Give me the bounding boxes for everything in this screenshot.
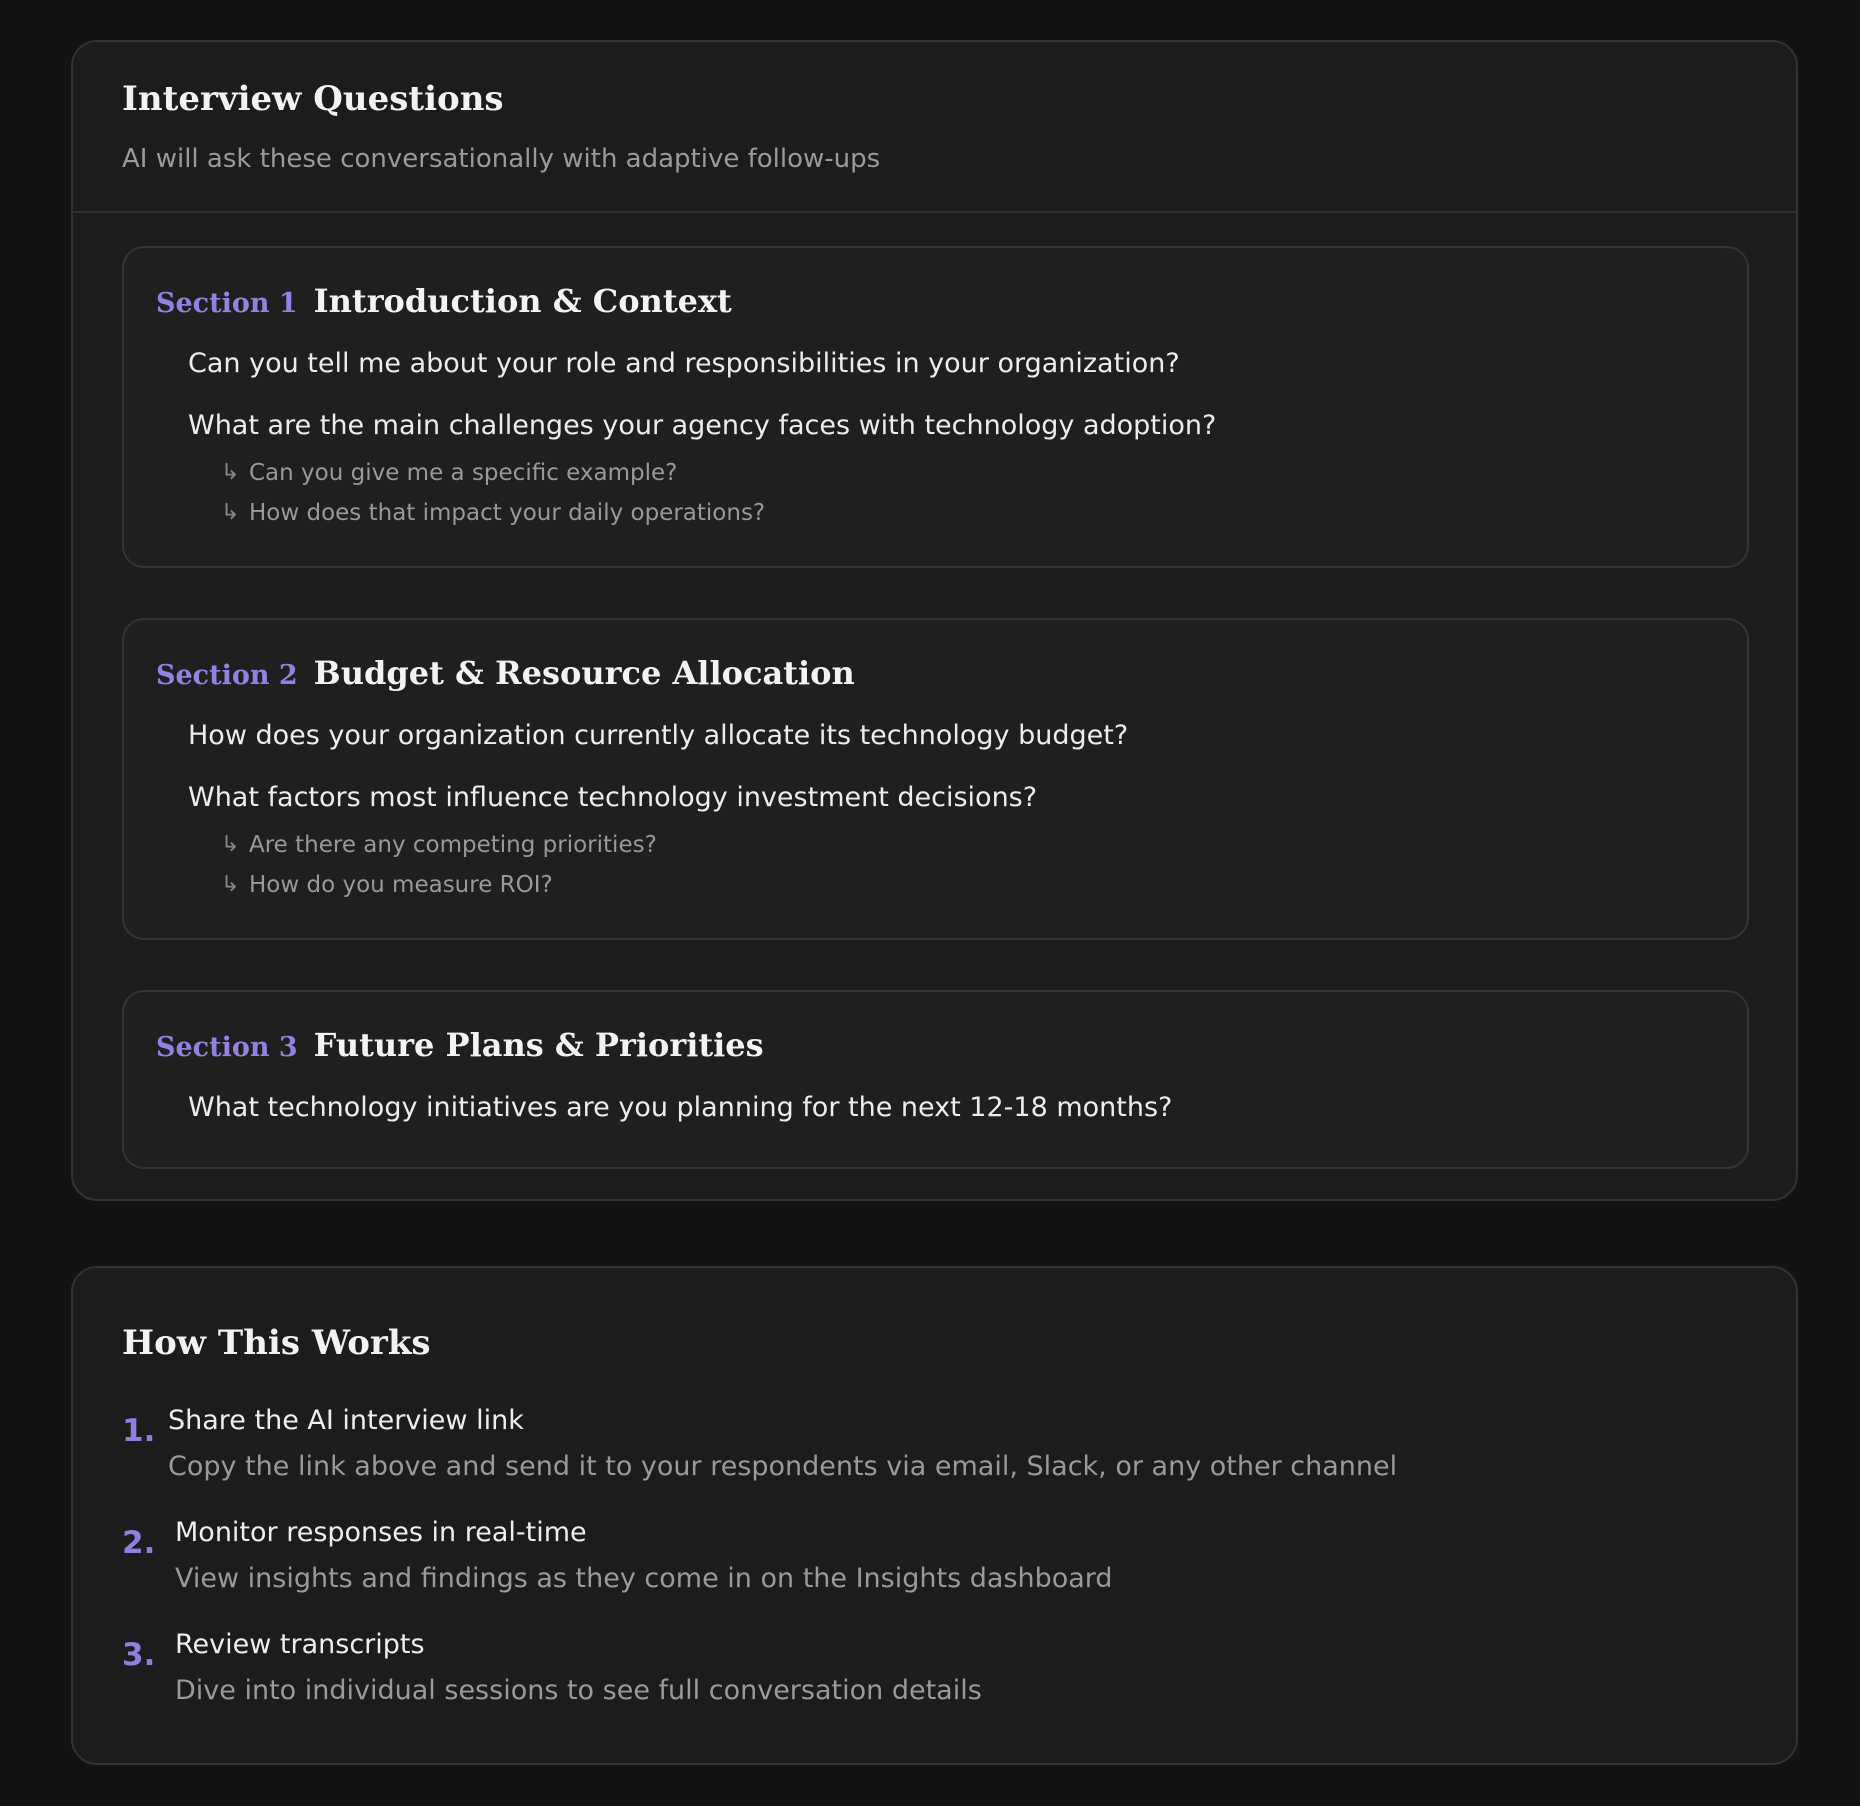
followup-list	[221, 453, 1747, 533]
followup-item	[221, 825, 1747, 865]
section-number-label: Section 1	[156, 288, 298, 319]
question-text: Can you tell me about your role and responsibilities in your organization?	[188, 348, 1180, 379]
step-item	[122, 1405, 1397, 1484]
step-title: Share the AI interview link	[168, 1405, 524, 1436]
how-this-works-card	[71, 1266, 1798, 1765]
step-body	[168, 1405, 1397, 1484]
step-item	[122, 1517, 1113, 1596]
return-arrow-icon: ↳	[221, 831, 240, 857]
step-body	[175, 1517, 1113, 1596]
step-number: 2.	[122, 1525, 156, 1561]
return-arrow-icon: ↳	[221, 459, 240, 485]
section-heading	[156, 1026, 1747, 1066]
section-number-label: Section 2	[156, 660, 298, 691]
interview-questions-card	[71, 40, 1798, 1201]
section-card	[122, 990, 1749, 1169]
followup-item	[221, 493, 1747, 533]
section-number-label: Section 3	[156, 1032, 298, 1063]
followup-text: How do you measure ROI?	[249, 871, 553, 898]
step-number: 3.	[122, 1637, 156, 1673]
step-item	[122, 1629, 982, 1708]
step-title: Monitor responses in real-time	[175, 1517, 587, 1548]
followup-item	[221, 453, 1747, 493]
step-description: View insights and findings as they come in on the Insights dashboard	[175, 1563, 1113, 1595]
section-title: Future Plans & Priorities	[313, 1026, 764, 1064]
section-title: Introduction & Context	[313, 282, 732, 320]
question-text: What technology initiatives are you planning for the next 12-18 months?	[188, 1092, 1173, 1123]
question-text: What are the main challenges your agency faces with technology adoption?	[188, 410, 1217, 442]
return-arrow-icon: ↳	[221, 499, 240, 525]
step-description: Copy the link above and send it to your respondents via email, Slack, or any other channel	[168, 1451, 1398, 1483]
followup-text: Are there any competing priorities?	[249, 831, 657, 858]
section-heading	[156, 654, 1747, 694]
step-description: Dive into individual sessions to see full conversation details	[175, 1675, 982, 1707]
section-card	[122, 246, 1749, 568]
card-header	[73, 42, 1796, 213]
card-title: How This Works	[122, 1323, 431, 1363]
step-title: Review transcripts	[175, 1629, 425, 1660]
followup-text: How does that impact your daily operations?	[249, 499, 766, 526]
step-number: 1.	[122, 1413, 156, 1449]
followup-item	[221, 865, 1747, 905]
card-title: Interview Questions	[122, 79, 504, 119]
section-heading	[156, 282, 1747, 322]
followup-list	[221, 825, 1747, 905]
followup-text: Can you give me a specific example?	[249, 459, 678, 486]
card-subtitle: AI will ask these conversationally with adaptive follow-ups	[122, 144, 881, 174]
step-body	[175, 1629, 982, 1708]
return-arrow-icon: ↳	[221, 871, 240, 897]
section-card	[122, 618, 1749, 940]
section-title: Budget & Resource Allocation	[313, 654, 855, 692]
question-text: What factors most influence technology investment decisions?	[188, 782, 1038, 814]
question-text: How does your organization currently allocate its technology budget?	[188, 720, 1129, 751]
